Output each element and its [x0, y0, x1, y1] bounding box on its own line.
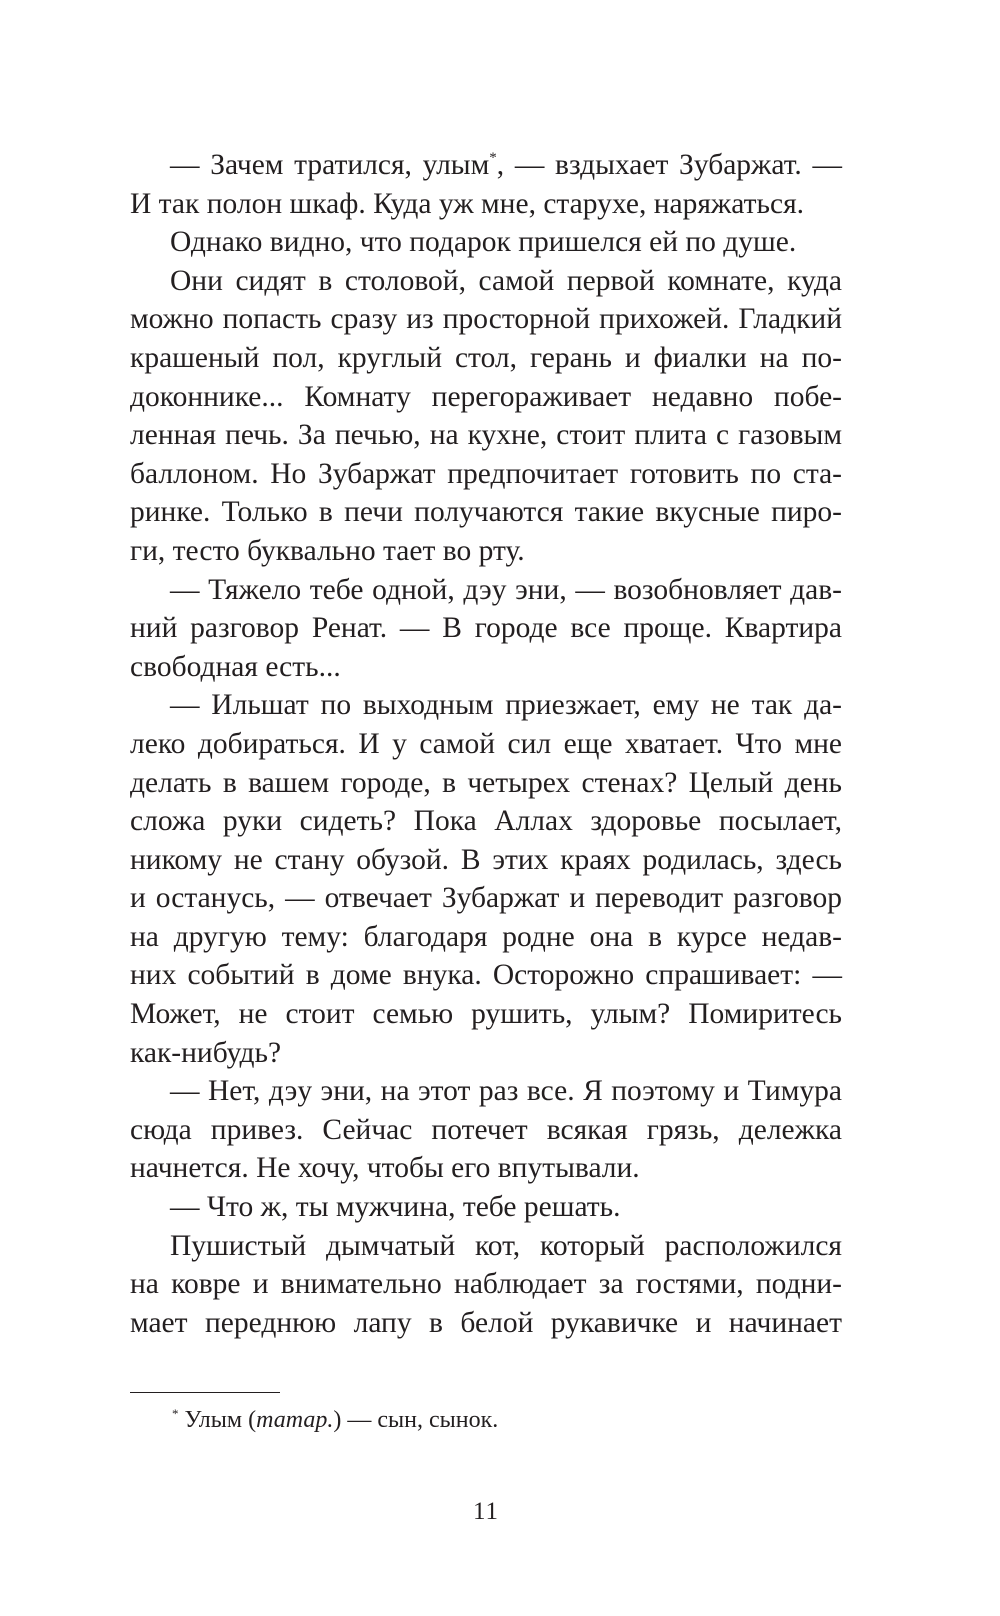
text-line: никому не стану обузой. В этих краях родилась, здесь — [130, 843, 842, 876]
text-line: на ковре и внимательно наблюдает за гостями, подни- — [130, 1268, 842, 1301]
text-line: на другую тему: благодаря родне она в курсе недав- — [130, 920, 842, 953]
text-line: мает переднюю лапу в белой рукавичке и начинает — [130, 1306, 842, 1339]
text-line: как-нибудь? — [130, 1036, 282, 1069]
text-line: крашеный пол, круглый стол, герань и фиалки на по- — [130, 341, 842, 374]
text-line: — Что ж, ты мужчина, тебе решать. — [170, 1191, 621, 1224]
page-number: 11 — [472, 1498, 500, 1525]
text-line: ринке. Только в печи получаются такие вкусные пиро- — [130, 496, 842, 529]
text-line: делать в вашем городе, в четырех стенах? Целый день — [130, 766, 842, 799]
text-line: начнется. Не хочу, чтобы его впутывали. — [130, 1152, 640, 1185]
text-line: сложа руки сидеть? Пока Аллах здоровье посылает, — [130, 805, 842, 838]
text-line: и останусь, — отвечает Зубаржат и переводит разговор — [130, 882, 842, 915]
footnote-language: татар. — [256, 1407, 334, 1433]
text-line: — Тяжело тебе одной, дэу эни, — возобновляет дав- — [170, 573, 842, 606]
body-text — [130, 146, 842, 1342]
footnote-divider — [130, 1392, 280, 1393]
footnote-term: Улым ( — [184, 1407, 257, 1433]
text-line: — Ильшат по выходным приезжает, ему не так да- — [170, 689, 842, 722]
footnote-marker: * — [172, 1406, 179, 1421]
text-line: ги, тесто буквально тает во рту. — [130, 534, 525, 567]
footnote — [172, 1405, 498, 1435]
text-line: Может, не стоит семью рушить, улым? Помиритесь — [130, 998, 842, 1031]
text-line: Однако видно, что подарок пришелся ей по душе. — [170, 226, 797, 259]
text-line: Они сидят в столовой, самой первой комнате, куда — [170, 264, 842, 297]
text-line: можно попасть сразу из просторной прихожей. Гладкий — [130, 303, 842, 336]
text-line: свободная есть... — [130, 650, 341, 683]
text-line: ний разговор Ренат. — В городе все проще. Квартира — [130, 612, 842, 645]
text-line: — Нет, дэу эни, на этот раз все. Я поэтому и Тимура — [170, 1075, 842, 1108]
text-line: них событий в доме внука. Осторожно спрашивает: — — [130, 959, 842, 992]
text-line: И так полон шкаф. Куда уж мне, старухе, наряжаться. — [130, 187, 805, 220]
text-line: баллоном. Но Зубаржат предпочитает готовить по ста- — [130, 457, 842, 490]
footnote-marker: * — [489, 150, 497, 166]
text-line: сюда привез. Сейчас потечет всякая грязь, дележка — [130, 1113, 842, 1146]
footnote-definition: ) — сын, сынок. — [333, 1407, 499, 1433]
text-line: доконнике... Комнату перегораживает недавно побе- — [130, 380, 842, 413]
book-page — [130, 0, 842, 1616]
text-line: леко добираться. И у самой сил еще хватает. Что мне — [130, 727, 842, 760]
text-line: ленная печь. За печью, на кухне, стоит плита с газовым — [130, 419, 842, 452]
text-line: Пушистый дымчатый кот, который расположился — [170, 1229, 842, 1262]
text-line: — Зачем тратился, улым*, — вздыхает Зубаржат. — — [170, 149, 842, 181]
